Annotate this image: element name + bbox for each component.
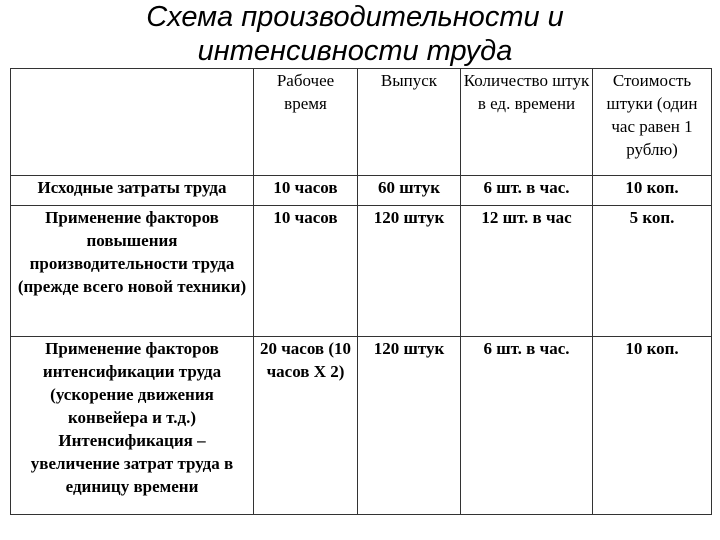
row-cost: 10 коп.: [593, 337, 712, 515]
row-work-time: 10 часов: [254, 176, 358, 206]
table-row: [11, 176, 712, 206]
row-output: 60 штук: [358, 176, 461, 206]
row-quantity: 12 шт. в час: [461, 206, 593, 337]
header-quantity: Количество штук в ед. времени: [461, 69, 593, 176]
row-work-time: 20 часов (10 часов Х 2): [254, 337, 358, 515]
title-line-1: Схема производительности и: [146, 1, 564, 33]
row-work-time: 10 часов: [254, 206, 358, 337]
row-label: Применение факторов интенсификации труда (ускорение движения конвейера и т.д.) Интенсификация – увеличение затрат труда в единицу времени: [11, 337, 254, 515]
title-line-2: интенсивности труда: [197, 35, 513, 67]
header-corner-cell: [11, 69, 254, 176]
table-row: [11, 206, 712, 337]
header-work-time: Рабочее время: [254, 69, 358, 176]
row-output: 120 штук: [358, 337, 461, 515]
row-label: Применение факторов повышения производительности труда (прежде всего новой техники): [11, 206, 254, 337]
row-cost: 10 коп.: [593, 176, 712, 206]
row-label: Исходные затраты труда: [11, 176, 254, 206]
header-row: [11, 69, 712, 176]
table-row: [11, 337, 712, 515]
row-quantity: 6 шт. в час.: [461, 176, 593, 206]
productivity-intensity-table: [10, 68, 712, 515]
row-output: 120 штук: [358, 206, 461, 337]
row-quantity: 6 шт. в час.: [461, 337, 593, 515]
header-cost: Стоимость штуки (один час равен 1 рублю): [593, 69, 712, 176]
row-cost: 5 коп.: [593, 206, 712, 337]
header-output: Выпуск: [358, 69, 461, 176]
